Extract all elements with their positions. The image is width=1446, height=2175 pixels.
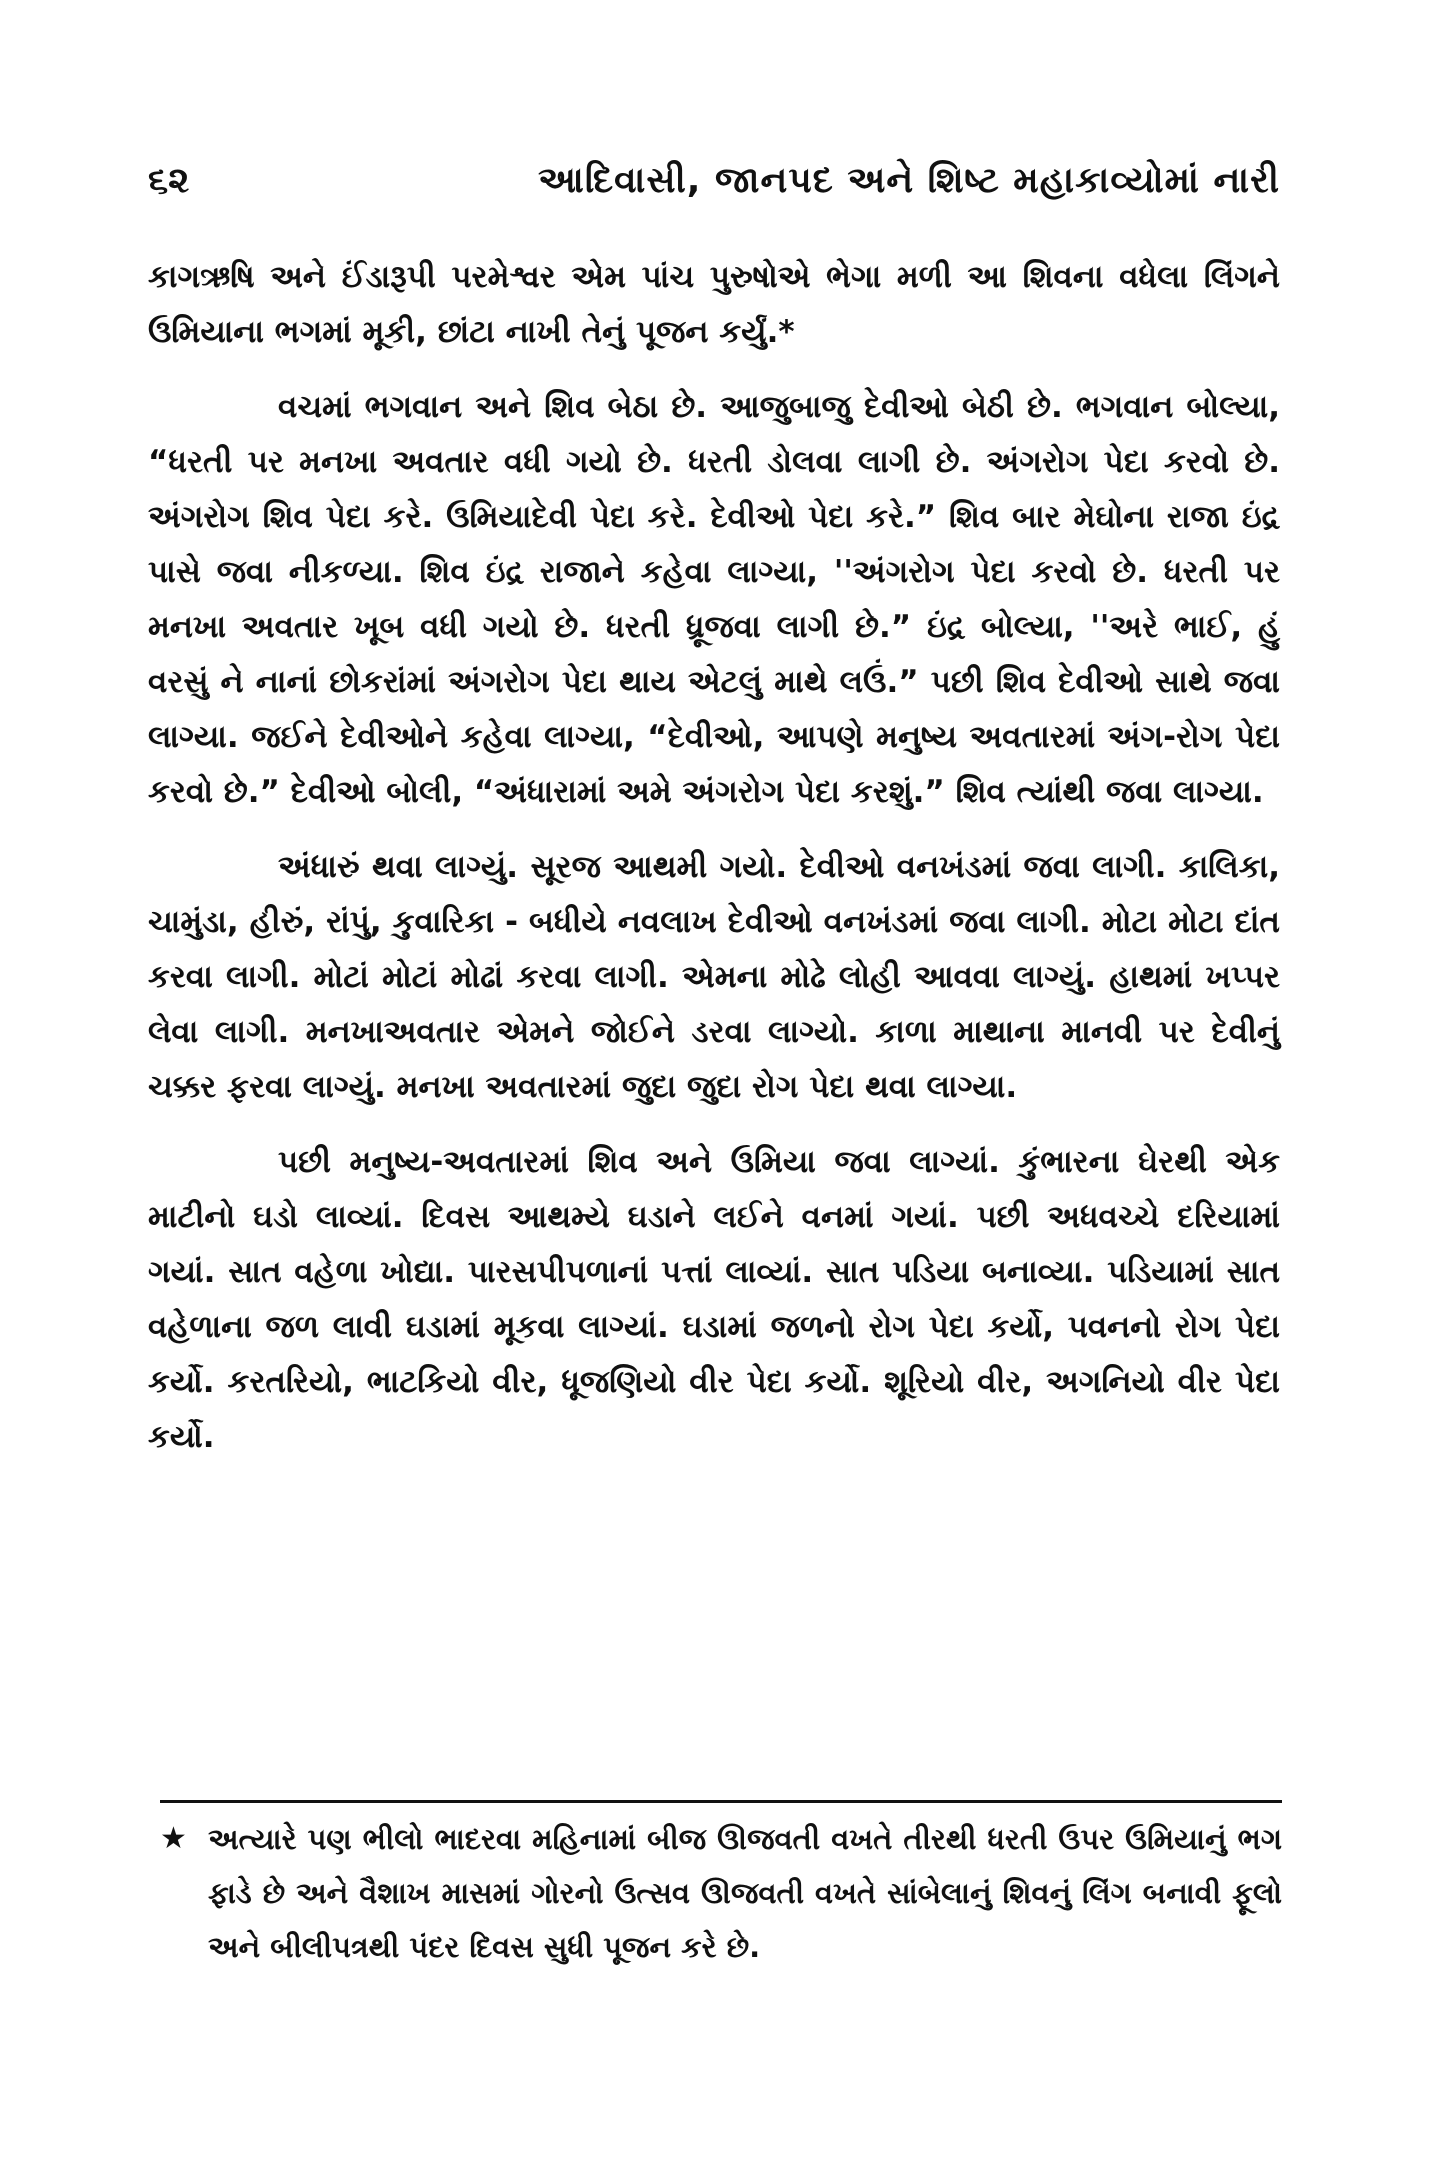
running-title: આદિવાસી, જાનપદ અને શિષ્ટ મહાકાવ્યોમાં નારી: [538, 160, 1280, 201]
paragraph-4: પછી મનુષ્ય-અવતારમાં શિવ અને ઉમિયા જવા લાગ્યાં. કુંભારના ઘેરથી એક માટીનો ઘડો લાવ્યાં. દિવસ આથમ્યે ઘડાને લઈને વનમાં ગયાં. પછી અધવચ્ચે દરિયામાં ગયાં. સાત વહેળા ખોદ્યા. પારસપીપળાનાં પત્તાં લાવ્યાં. સાત પડિયા બનાવ્યા. પડિયામાં સાત વહેળાના જળ લાવી ઘડામાં મૂકવા લાગ્યાં. ઘડામાં જળનો રોગ પેદા કર્યો, પવનનો રોગ પેદા કર્યો. કરતરિયો, ભાટકિયો વીર, ધૂજણિયો વીર પેદા કર્યો. શૂરિયો વીર, અગનિયો વીર પેદા કર્યો.: [148, 1144, 1280, 1455]
paragraph-1: કાગઋષિ અને ઈંડારૂપી પરમેશ્વર એમ પાંચ પુરુષોએ ભેગા મળી આ શિવના વધેલા લિંગને ઉમિયાના ભગમાં મૂકી, છાંટા નાખી તેનું પૂજન કર્યું.*: [148, 259, 1280, 350]
paragraph-2: વચમાં ભગવાન અને શિવ બેઠા છે. આજુબાજુ દેવીઓ બેઠી છે. ભગવાન બોલ્યા, “ધરતી પર મનખા અવતાર વધી ગયો છે. ધરતી ડોલવા લાગી છે. અંગરોગ પેદા કરવો છે. અંગરોગ શિવ પેદા કરે. ઉમિયાદેવી પેદા કરે. દેવીઓ પેદા કરે.” શિવ બાર મેઘોના રાજા ઇંદ્ર પાસે જવા નીકળ્યા. શિવ ઇંદ્ર રાજાને કહેવા લાગ્યા, ''અંગરોગ પેદા કરવો છે. ધરતી પર મનખા અવતાર ખૂબ વધી ગયો છે. ધરતી ધ્રૂજવા લાગી છે.” ઇંદ્ર બોલ્યા, ''અરે ભાઈ, હું વરસું ને નાનાં છોકરાંમાં અંગરોગ પેદા થાય એટલું માથે લઉં.” પછી શિવ દેવીઓ સાથે જવા લાગ્યા. જઈને દેવીઓને કહેવા લાગ્યા, “દેવીઓ, આપણે મનુષ્ય અવતારમાં અંગ-રોગ પેદા કરવો છે.” દેવીઓ બોલી, “અંધારામાં અમે અંગરોગ પેદા કરશું.” શિવ ત્યાંથી જવા લાગ્યા.: [148, 389, 1280, 810]
page-header: [148, 160, 1280, 220]
paragraph-3: અંધારું થવા લાગ્યું. સૂરજ આથમી ગયો. દેવીઓ વનખંડમાં જવા લાગી. કાલિકા, ચામુંડા, હીરું, રાંપું, કુવારિકા - બધીયે નવલાખ દેવીઓ વનખંડમાં જવા લાગી. મોટા મોટા દાંત કરવા લાગી. મોટાં મોટાં મોઢાં કરવા લાગી. એમના મોઢે લોહી આવવા લાગ્યું. હાથમાં ખપ્પર લેવા લાગી. મનખાઅવતાર એમને જોઈને ડરવા લાગ્યો. કાળા માથાના માનવી પર દેવીનું ચક્કર ફરવા લાગ્યું. મનખા અવતારમાં જુદા જુદા રોગ પેદા થવા લાગ્યા.: [148, 849, 1280, 1105]
body-text: [148, 250, 1280, 1485]
footnote-star-icon: ★: [160, 1821, 187, 1856]
page-number: ૬૨: [148, 160, 190, 201]
footnote-text: અત્યારે પણ ભીલો ભાદરવા મહિનામાં બીજ ઊજવતી વખતે તીરથી ધરતી ઉપર ઉમિયાનું ભગ ફાડે છે અને વૈશાખ માસમાં ગોરનો ઉત્સવ ઊજવતી વખતે સાંબેલાનું શિવનું લિંગ બનાવી ફૂલો અને બીલીપત્રથી પંદર દિવસ સુધી પૂજન કરે છે.: [208, 1822, 1282, 1964]
footnote-divider: [160, 1800, 1282, 1803]
footnote: [160, 1812, 1282, 1974]
